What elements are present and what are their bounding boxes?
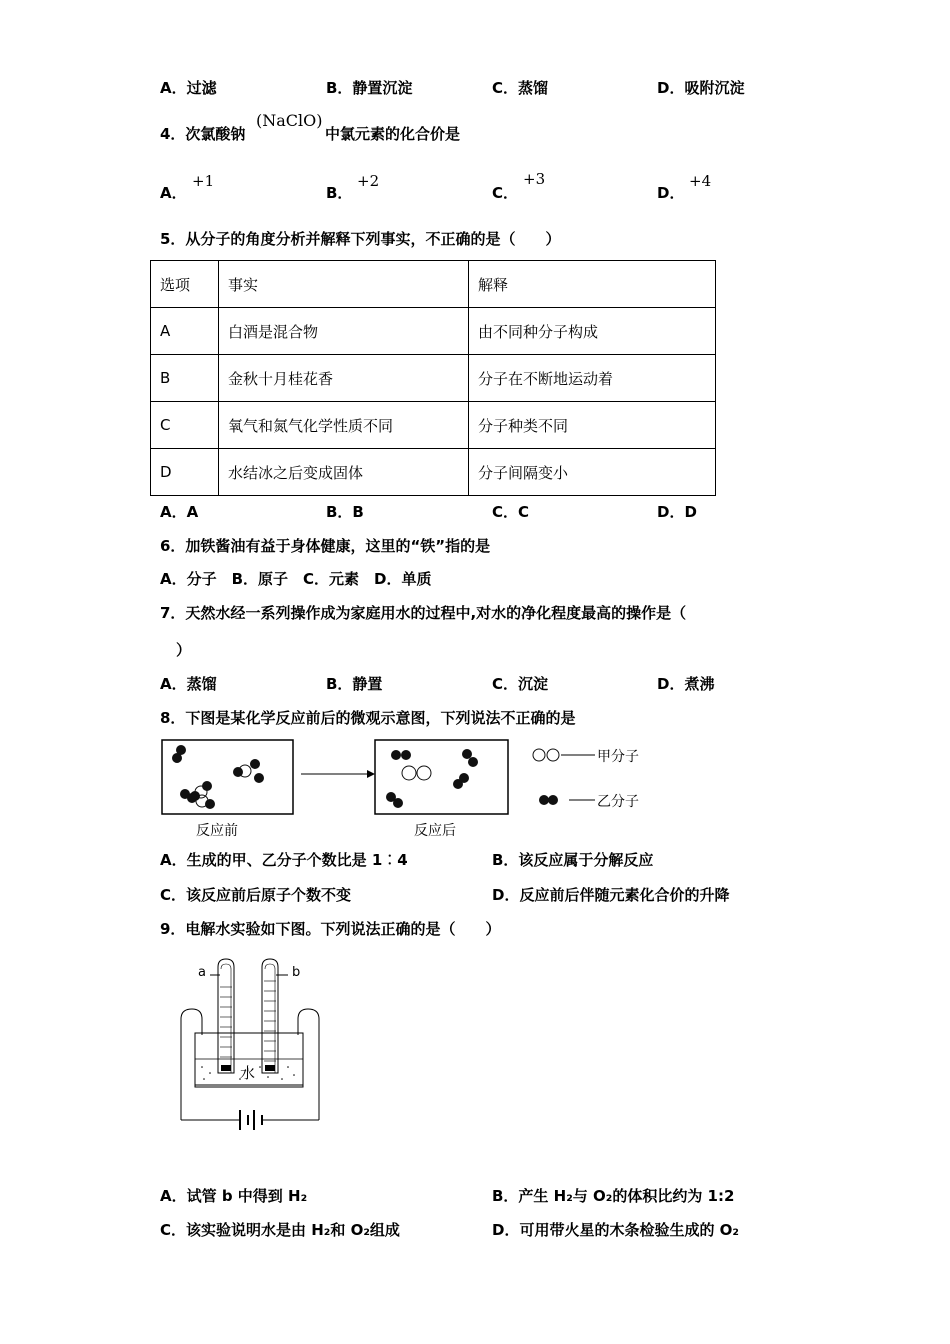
q4-formula: (NaClO) — [256, 111, 323, 130]
table-cell: C — [151, 402, 219, 449]
table-row — [151, 402, 716, 449]
q6-stem: 6．加铁酱油有益于身体健康，这里的“铁”指的是 — [160, 537, 491, 555]
table-header-cell: 事实 — [219, 261, 469, 308]
table-cell: B — [151, 355, 219, 402]
q5-option-b: B．B — [326, 503, 364, 521]
q4-option-a-value: +1 — [192, 172, 215, 190]
q8-option-a: A．生成的甲、乙分子个数比是 1︰4 — [160, 851, 408, 869]
q7-option-c: C．沉淀 — [492, 675, 549, 693]
table-header-cell: 解释 — [469, 261, 716, 308]
table-cell: D — [151, 449, 219, 496]
q8-option-d: D．反应前后伴随元素化合价的升降 — [492, 886, 730, 904]
table-cell: 分子在不断地运动着 — [469, 355, 716, 402]
table-row — [151, 308, 716, 355]
table-cell: 由不同种分子构成 — [469, 308, 716, 355]
q9-option-b: B．产生 H₂与 O₂的体积比约为 1:2 — [492, 1187, 735, 1205]
q3-option-a: A．过滤 — [160, 79, 217, 97]
q3-option-d: D．吸附沉淀 — [657, 79, 745, 97]
q8-legend-yi: 乙分子 — [597, 794, 639, 810]
table-cell: 氧气和氮气化学性质不同 — [219, 402, 469, 449]
q4-stem-before: 4．次氯酸钠 — [160, 125, 246, 143]
q7-option-a: A．蒸馏 — [160, 675, 217, 693]
q3-option-b: B．静置沉淀 — [326, 79, 413, 97]
q7-stem-cont: ） — [176, 641, 192, 659]
table-cell: 水结冰之后变成固体 — [219, 449, 469, 496]
q9-option-d: D．可用带火星的木条检验生成的 O₂ — [492, 1221, 739, 1239]
q7-option-b: B．静置 — [326, 675, 383, 693]
q4-option-d-value: +4 — [689, 172, 712, 190]
table-cell: 金秋十月桂花香 — [219, 355, 469, 402]
q4-stem-after: 中氯元素的化合价是 — [325, 125, 461, 143]
q8-option-c: C．该反应前后原子个数不变 — [160, 886, 352, 904]
q5-stem: 5．从分子的角度分析并解释下列事实，不正确的是（ ） — [160, 230, 561, 248]
q4-option-c-letter: C． — [492, 184, 519, 202]
q8-legend-jia: 甲分子 — [597, 749, 639, 765]
q4-option-c-value: +3 — [523, 170, 546, 188]
q5-option-c: C．C — [492, 503, 530, 521]
q5-option-a: A．A — [160, 503, 199, 521]
table-header-row — [151, 261, 716, 308]
q4-option-b-value: +2 — [357, 172, 380, 190]
table-row — [151, 355, 716, 402]
q7-option-d: D．煮沸 — [657, 675, 715, 693]
q9-label-a: a — [198, 965, 206, 980]
q6-options: A．分子 B．原子 C．元素 D．单质 — [160, 570, 432, 588]
q8-option-b: B．该反应属于分解反应 — [492, 851, 654, 869]
table-cell: A — [151, 308, 219, 355]
q9-option-a: A．试管 b 中得到 H₂ — [160, 1187, 308, 1205]
q8-stem: 8．下图是某化学反应前后的微观示意图，下列说法不正确的是 — [160, 709, 576, 727]
q7-stem: 7．天然水经一系列操作成为家庭用水的过程中,对水的净化程度最高的操作是（ — [160, 604, 687, 622]
q5-table — [150, 260, 716, 496]
q8-label-before: 反应前 — [196, 823, 238, 839]
table-cell: 白酒是混合物 — [219, 308, 469, 355]
q9-label-b: b — [292, 965, 301, 980]
q5-option-d: D．D — [657, 503, 697, 521]
table-cell: 分子种类不同 — [469, 402, 716, 449]
table-header-cell: 选项 — [151, 261, 219, 308]
q8-label-after: 反应后 — [414, 823, 456, 839]
q3-option-c: C．蒸馏 — [492, 79, 549, 97]
q9-option-c: C．该实验说明水是由 H₂和 O₂组成 — [160, 1221, 400, 1239]
q4-option-b-letter: B． — [326, 184, 353, 202]
q4-option-d-letter: D． — [657, 184, 685, 202]
q4-option-a-letter: A． — [160, 184, 187, 202]
table-cell: 分子间隔变小 — [469, 449, 716, 496]
table-row — [151, 449, 716, 496]
q9-label-water: 水 — [240, 1064, 256, 1082]
electrolysis-diagram — [170, 955, 330, 1145]
q9-stem: 9．电解水实验如下图。下列说法正确的是（ ） — [160, 920, 501, 938]
